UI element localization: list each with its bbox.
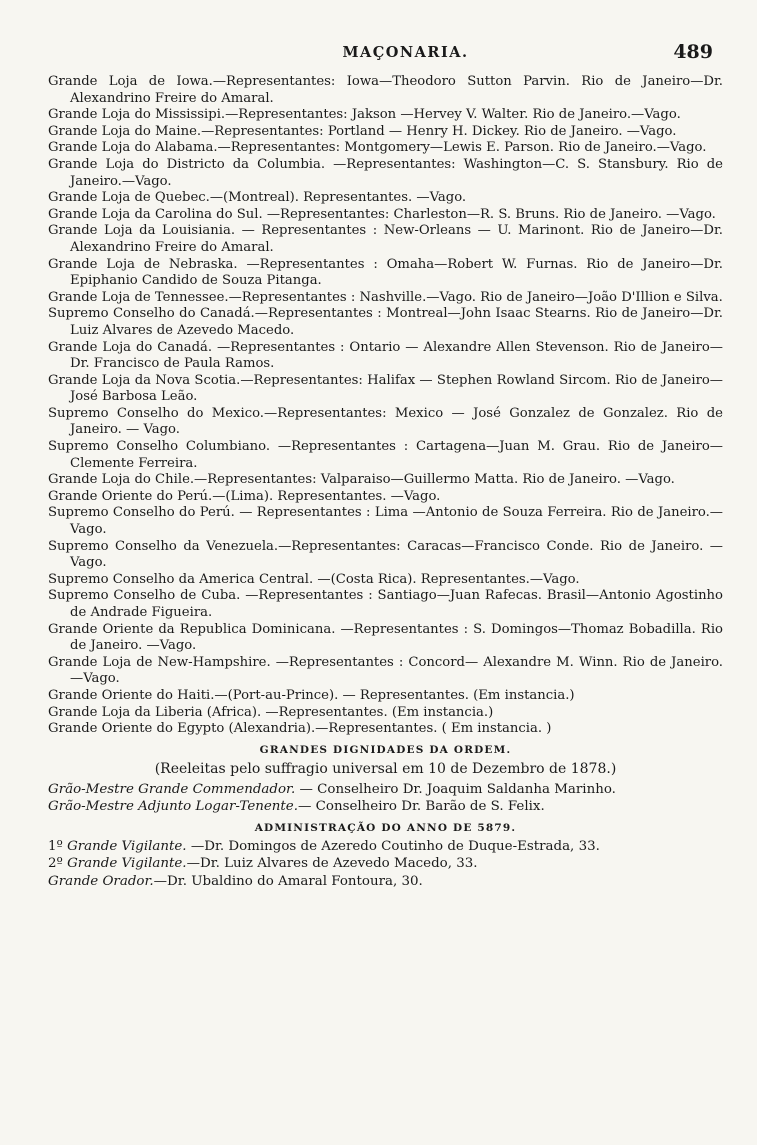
list-item: Supremo Conselho de Cuba. —Representantes : Santiago—Juan Rafecas. Brasil—Antonio Agostinho de Andrade Figueira. — [48, 588, 723, 620]
office-title: Grande Vigilante. — [67, 856, 187, 872]
office-title: Grande Orador. — [48, 873, 154, 889]
list-item: Supremo Conselho do Canadá.—Representantes : Montreal—John Isaac Stearns. Rio de Janeiro—Dr. Luiz Alvares de Azevedo Macedo. — [48, 306, 723, 338]
list-item: Supremo Conselho da Venezuela.—Representantes: Caracas—Francisco Conde. Rio de Janeiro. — Vago. — [48, 538, 723, 571]
list-item: Grande Loja do Districto da Columbia. —Representantes: Washington—C. S. Stansbury. Rio de Janeiro.—Vago. — [48, 156, 723, 189]
office-row — [48, 798, 723, 816]
administration-heading: ADMINISTRAÇÃO DO ANNO DE 5879. — [254, 821, 517, 834]
office-holder: —Dr. Domingos de Azeredo Coutinho de Duque-Estrada, 33. — [186, 838, 600, 854]
list-item: Grande Loja de New-Hampshire. —Representantes : Concord— Alexandre M. Winn. Rio de Janeiro.—Vago. — [48, 654, 723, 687]
office-holder: — Conselheiro Dr. Joaquim Saldanha Marinho. — [295, 781, 616, 797]
office-row — [48, 838, 723, 856]
dignities-list — [48, 781, 723, 816]
office-row — [48, 855, 723, 873]
office-holder: —Dr. Luiz Alvares de Azevedo Macedo, 33. — [186, 856, 478, 872]
list-item: Grande Oriente do Egypto (Alexandria).—Representantes. ( Em instancia. ) — [48, 721, 552, 737]
list-item: Supremo Conselho do Perú. — Representantes : Lima —Antonio de Souza Ferreira. Rio de Janeiro.—Vago. — [48, 505, 723, 538]
page-number: 489 — [673, 41, 713, 63]
list-item: Grande Loja do Chile.—Representantes: Valparaiso—Guillermo Matta. Rio de Janeiro. —Vago. — [48, 472, 675, 488]
list-item: Grande Loja do Alabama.—Representantes: Montgomery—Lewis E. Parson. Rio de Janeiro.—Vago. — [48, 140, 707, 156]
list-item: Grande Loja da Nova Scotia.—Representantes: Halifax — Stephen Rowland Sircom. Rio de Janeiro—José Barbosa Leão. — [48, 372, 723, 405]
list-item: Grande Loja de Tennessee.—Representantes : Nashville.—Vago. Rio de Janeiro—João D'Illion e Silva. — [48, 289, 723, 305]
list-item: Grande Loja do Maine.—Representantes: Portland — Henry H. Dickey. Rio de Janeiro. —Vago. — [48, 123, 677, 139]
office-ordinal: 2º — [48, 856, 68, 872]
list-item: Grande Loja da Louisiania. — Representantes : New-Orleans — U. Marinont. Rio de Janeiro—Dr. Alexandrino Freire do Amaral. — [48, 223, 723, 255]
list-item: Grande Loja de Quebec.—(Montreal). Representantes. —Vago. — [48, 190, 467, 206]
list-item: Grande Oriente do Perú.—(Lima). Representantes. —Vago. — [48, 488, 441, 504]
office-holder: — Conselheiro Dr. Barão de S. Felix. — [298, 799, 545, 815]
election-note: (Reeleitas pelo suffragio universal em 10 de Dezembro de 1878.) — [154, 760, 617, 777]
dignities-heading: GRANDES DIGNIDADES DA ORDEM. — [259, 743, 512, 756]
office-holder: —Dr. Ubaldino do Amaral Fontoura, 30. — [153, 873, 423, 889]
list-item: Grande Oriente do Haiti.—(Port-au-Prince). — Representantes. (Em instancia.) — [48, 687, 575, 703]
office-row — [48, 781, 723, 799]
office-title: Grão-Mestre Adjunto Logar-Tenente. — [48, 799, 298, 815]
list-item: Grande Loja do Canadá. —Representantes : Ontario — Alexandre Allen Stevenson. Rio de Janeiro—Dr. Francisco de Paula Ramos. — [48, 339, 723, 372]
list-item: Grande Loja do Mississipi.—Representantes: Jakson —Hervey V. Walter. Rio de Janeiro.—Vago. — [48, 107, 681, 123]
list-item: Grande Loja da Carolina do Sul. —Representantes: Charleston—R. S. Bruns. Rio de Janeiro. —Vago. — [48, 206, 716, 222]
list-item: Grande Oriente da Republica Dominicana. —Representantes : S. Domingos—Thomaz Bobadilla. Rio de Janeiro. —Vago. — [48, 621, 723, 654]
office-title: Grão-Mestre Grande Commendador. — [48, 781, 296, 797]
list-item: Supremo Conselho Columbiano. —Representantes : Cartagena—Juan M. Grau. Rio de Janeiro—Clemente Ferreira. — [48, 439, 723, 471]
list-item: Grande Loja de Iowa.—Representantes: Iowa—Theodoro Sutton Parvin. Rio de Janeiro—Dr. Alexandrino Freire do Amaral. — [48, 74, 723, 106]
list-item: Grande Loja de Nebraska. —Representantes : Omaha—Robert W. Furnas. Rio de Janeiro—Dr. Epiphanio Candido de Souza Pitanga. — [48, 256, 723, 289]
administration-list — [48, 838, 723, 891]
list-item: Supremo Conselho do Mexico.—Representantes: Mexico — José Gonzalez de Gonzalez. Rio de Janeiro. — Vago. — [48, 405, 723, 438]
page-header — [48, 41, 723, 74]
list-item: Supremo Conselho da America Central. —(Costa Rica). Representantes.—Vago. — [48, 571, 580, 587]
office-title: Grande Vigilante. — [67, 838, 187, 854]
office-ordinal: 1º — [48, 838, 68, 854]
representatives-list — [48, 74, 723, 738]
running-title: MAÇONARIA. — [342, 44, 469, 61]
office-row — [48, 873, 723, 891]
list-item: Grande Loja da Liberia (Africa). —Representantes. (Em instancia.) — [48, 704, 494, 720]
